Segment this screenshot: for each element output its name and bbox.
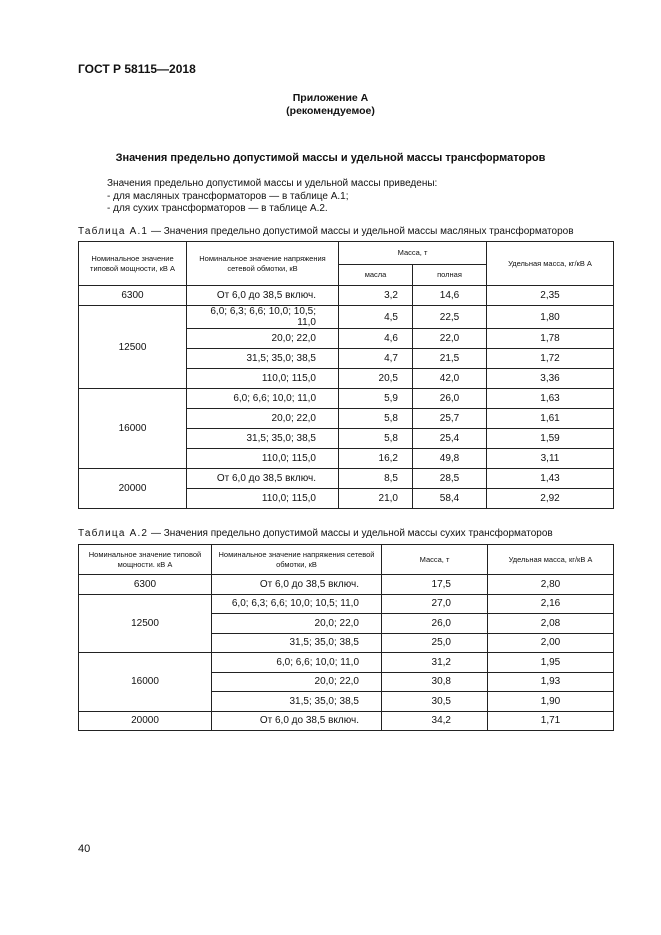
full-mass-cell: 22,5 <box>413 306 487 329</box>
full-mass-cell: 58,4 <box>413 489 487 509</box>
specific-mass-cell: 2,00 <box>488 633 614 653</box>
oil-mass-cell: 8,5 <box>339 469 413 489</box>
intro-line: - для сухих трансформаторов — в таблице А.2. <box>107 203 328 214</box>
voltage-cell: 20,0; 22,0 <box>187 409 339 429</box>
specific-mass-cell: 3,11 <box>487 449 614 469</box>
oil-mass-cell: 5,8 <box>339 429 413 449</box>
voltage-cell: 110,0; 115,0 <box>187 369 339 389</box>
table1-caption-label: Таблица А.1 <box>78 226 149 237</box>
specific-mass-cell: 1,63 <box>487 389 614 409</box>
voltage-cell: 31,5; 35,0; 38,5 <box>187 349 339 369</box>
voltage-cell: 20,0; 22,0 <box>212 614 382 634</box>
power-cell: 6300 <box>79 575 212 595</box>
header-power: Номинальное значение типовой мощности. кВ А <box>79 545 212 575</box>
oil-mass-cell: 4,5 <box>339 306 413 329</box>
voltage-cell: От 6,0 до 38,5 включ. <box>212 711 382 731</box>
power-cell: 16000 <box>79 653 212 712</box>
specific-mass-cell: 1,72 <box>487 349 614 369</box>
voltage-cell: От 6,0 до 38,5 включ. <box>187 286 339 306</box>
header-mass: Масса, т <box>382 545 488 575</box>
power-cell: 6300 <box>79 286 187 306</box>
header-mass-oil: масла <box>339 265 413 286</box>
table2-caption-text: — Значения предельно допустимой массы и удельной массы сухих трансформаторов <box>148 528 553 539</box>
voltage-cell: 110,0; 115,0 <box>187 449 339 469</box>
full-mass-cell: 25,4 <box>413 429 487 449</box>
oil-mass-cell: 21,0 <box>339 489 413 509</box>
specific-mass-cell: 1,61 <box>487 409 614 429</box>
page-number: 40 <box>78 843 91 855</box>
full-mass-cell: 22,0 <box>413 329 487 349</box>
specific-mass-cell: 2,92 <box>487 489 614 509</box>
power-cell: 20000 <box>79 469 187 509</box>
power-cell: 20000 <box>79 711 212 731</box>
full-mass-cell: 14,6 <box>413 286 487 306</box>
appendix-heading <box>0 92 661 118</box>
voltage-cell: 20,0; 22,0 <box>212 672 382 692</box>
voltage-cell: 20,0; 22,0 <box>187 329 339 349</box>
voltage-cell: 110,0; 115,0 <box>187 489 339 509</box>
specific-mass-cell: 1,80 <box>487 306 614 329</box>
oil-mass-cell: 5,8 <box>339 409 413 429</box>
full-mass-cell: 26,0 <box>413 389 487 409</box>
mass-cell: 26,0 <box>382 614 488 634</box>
table-row <box>79 469 614 489</box>
specific-mass-cell: 2,35 <box>487 286 614 306</box>
specific-mass-cell: 2,16 <box>488 594 614 614</box>
power-cell: 16000 <box>79 389 187 469</box>
voltage-cell: 6,0; 6,6; 10,0; 11,0 <box>187 389 339 409</box>
voltage-cell: 6,0; 6,3; 6,6; 10,0; 10,5; 11,0 <box>212 594 382 614</box>
specific-mass-cell: 2,80 <box>488 575 614 595</box>
voltage-cell: От 6,0 до 38,5 включ. <box>212 575 382 595</box>
table2-caption-label: Таблица А.2 <box>78 528 149 539</box>
header-power: Номинальное значение типовой мощности, кВ А <box>79 242 187 286</box>
table-row <box>79 575 614 595</box>
intro-line: Значения предельно допустимой массы и удельной массы приведены: <box>107 178 438 189</box>
oil-mass-cell: 4,6 <box>339 329 413 349</box>
specific-mass-cell: 1,78 <box>487 329 614 349</box>
specific-mass-cell: 1,95 <box>488 653 614 673</box>
voltage-cell: 31,5; 35,0; 38,5 <box>212 633 382 653</box>
table-row <box>79 653 614 673</box>
table-row <box>79 306 614 329</box>
mass-cell: 34,2 <box>382 711 488 731</box>
mass-cell: 30,8 <box>382 672 488 692</box>
appendix-subtitle: (рекомендуемое) <box>286 105 375 117</box>
voltage-cell: 31,5; 35,0; 38,5 <box>187 429 339 449</box>
mass-cell: 27,0 <box>382 594 488 614</box>
specific-mass-cell: 1,71 <box>488 711 614 731</box>
voltage-cell: 6,0; 6,3; 6,6; 10,0; 10,5; 11,0 <box>187 306 339 329</box>
oil-mass-cell: 16,2 <box>339 449 413 469</box>
table1-caption-text: — Значения предельно допустимой массы и удельной массы масляных трансформаторов <box>148 226 574 237</box>
voltage-cell: 6,0; 6,6; 10,0; 11,0 <box>212 653 382 673</box>
header-mass-full: полная <box>413 265 487 286</box>
header-voltage: Номинальное значение напряжения сетевой обмотки, кВ <box>187 242 339 286</box>
dry-transformers-table <box>78 544 614 731</box>
oil-mass-cell: 3,2 <box>339 286 413 306</box>
specific-mass-cell: 1,90 <box>488 692 614 712</box>
full-mass-cell: 49,8 <box>413 449 487 469</box>
table-row <box>79 594 614 614</box>
header-mass: Масса, т <box>339 242 487 265</box>
table2-caption <box>78 528 553 539</box>
standard-header: ГОСТ Р 58115—2018 <box>78 62 196 76</box>
appendix-title: Приложение А <box>292 92 369 104</box>
oil-mass-cell: 5,9 <box>339 389 413 409</box>
voltage-cell: 31,5; 35,0; 38,5 <box>212 692 382 712</box>
full-mass-cell: 25,7 <box>413 409 487 429</box>
oil-mass-cell: 20,5 <box>339 369 413 389</box>
mass-cell: 17,5 <box>382 575 488 595</box>
intro-text <box>107 178 437 216</box>
mass-cell: 30,5 <box>382 692 488 712</box>
table1-caption <box>78 226 574 237</box>
header-specific-mass: Удельная масса, кг/кВ А <box>487 242 614 286</box>
full-mass-cell: 42,0 <box>413 369 487 389</box>
power-cell: 12500 <box>79 306 187 389</box>
oil-transformers-table <box>78 241 614 509</box>
mass-cell: 25,0 <box>382 633 488 653</box>
table-row <box>79 286 614 306</box>
full-mass-cell: 28,5 <box>413 469 487 489</box>
oil-mass-cell: 4,7 <box>339 349 413 369</box>
mass-cell: 31,2 <box>382 653 488 673</box>
specific-mass-cell: 1,93 <box>488 672 614 692</box>
specific-mass-cell: 3,36 <box>487 369 614 389</box>
table-row <box>79 389 614 409</box>
intro-line: - для масляных трансформаторов — в таблице А.1; <box>107 190 349 202</box>
header-voltage: Номинальное значение напряжения сетевой обмотки, кВ <box>212 545 382 575</box>
full-mass-cell: 21,5 <box>413 349 487 369</box>
voltage-cell: От 6,0 до 38,5 включ. <box>187 469 339 489</box>
specific-mass-cell: 1,59 <box>487 429 614 449</box>
specific-mass-cell: 1,43 <box>487 469 614 489</box>
specific-mass-cell: 2,08 <box>488 614 614 634</box>
table-row <box>79 711 614 731</box>
header-specific-mass: Удельная масса, кг/кВ А <box>488 545 614 575</box>
power-cell: 12500 <box>79 594 212 653</box>
section-title: Значения предельно допустимой массы и удельной массы трансформаторов <box>115 152 546 164</box>
